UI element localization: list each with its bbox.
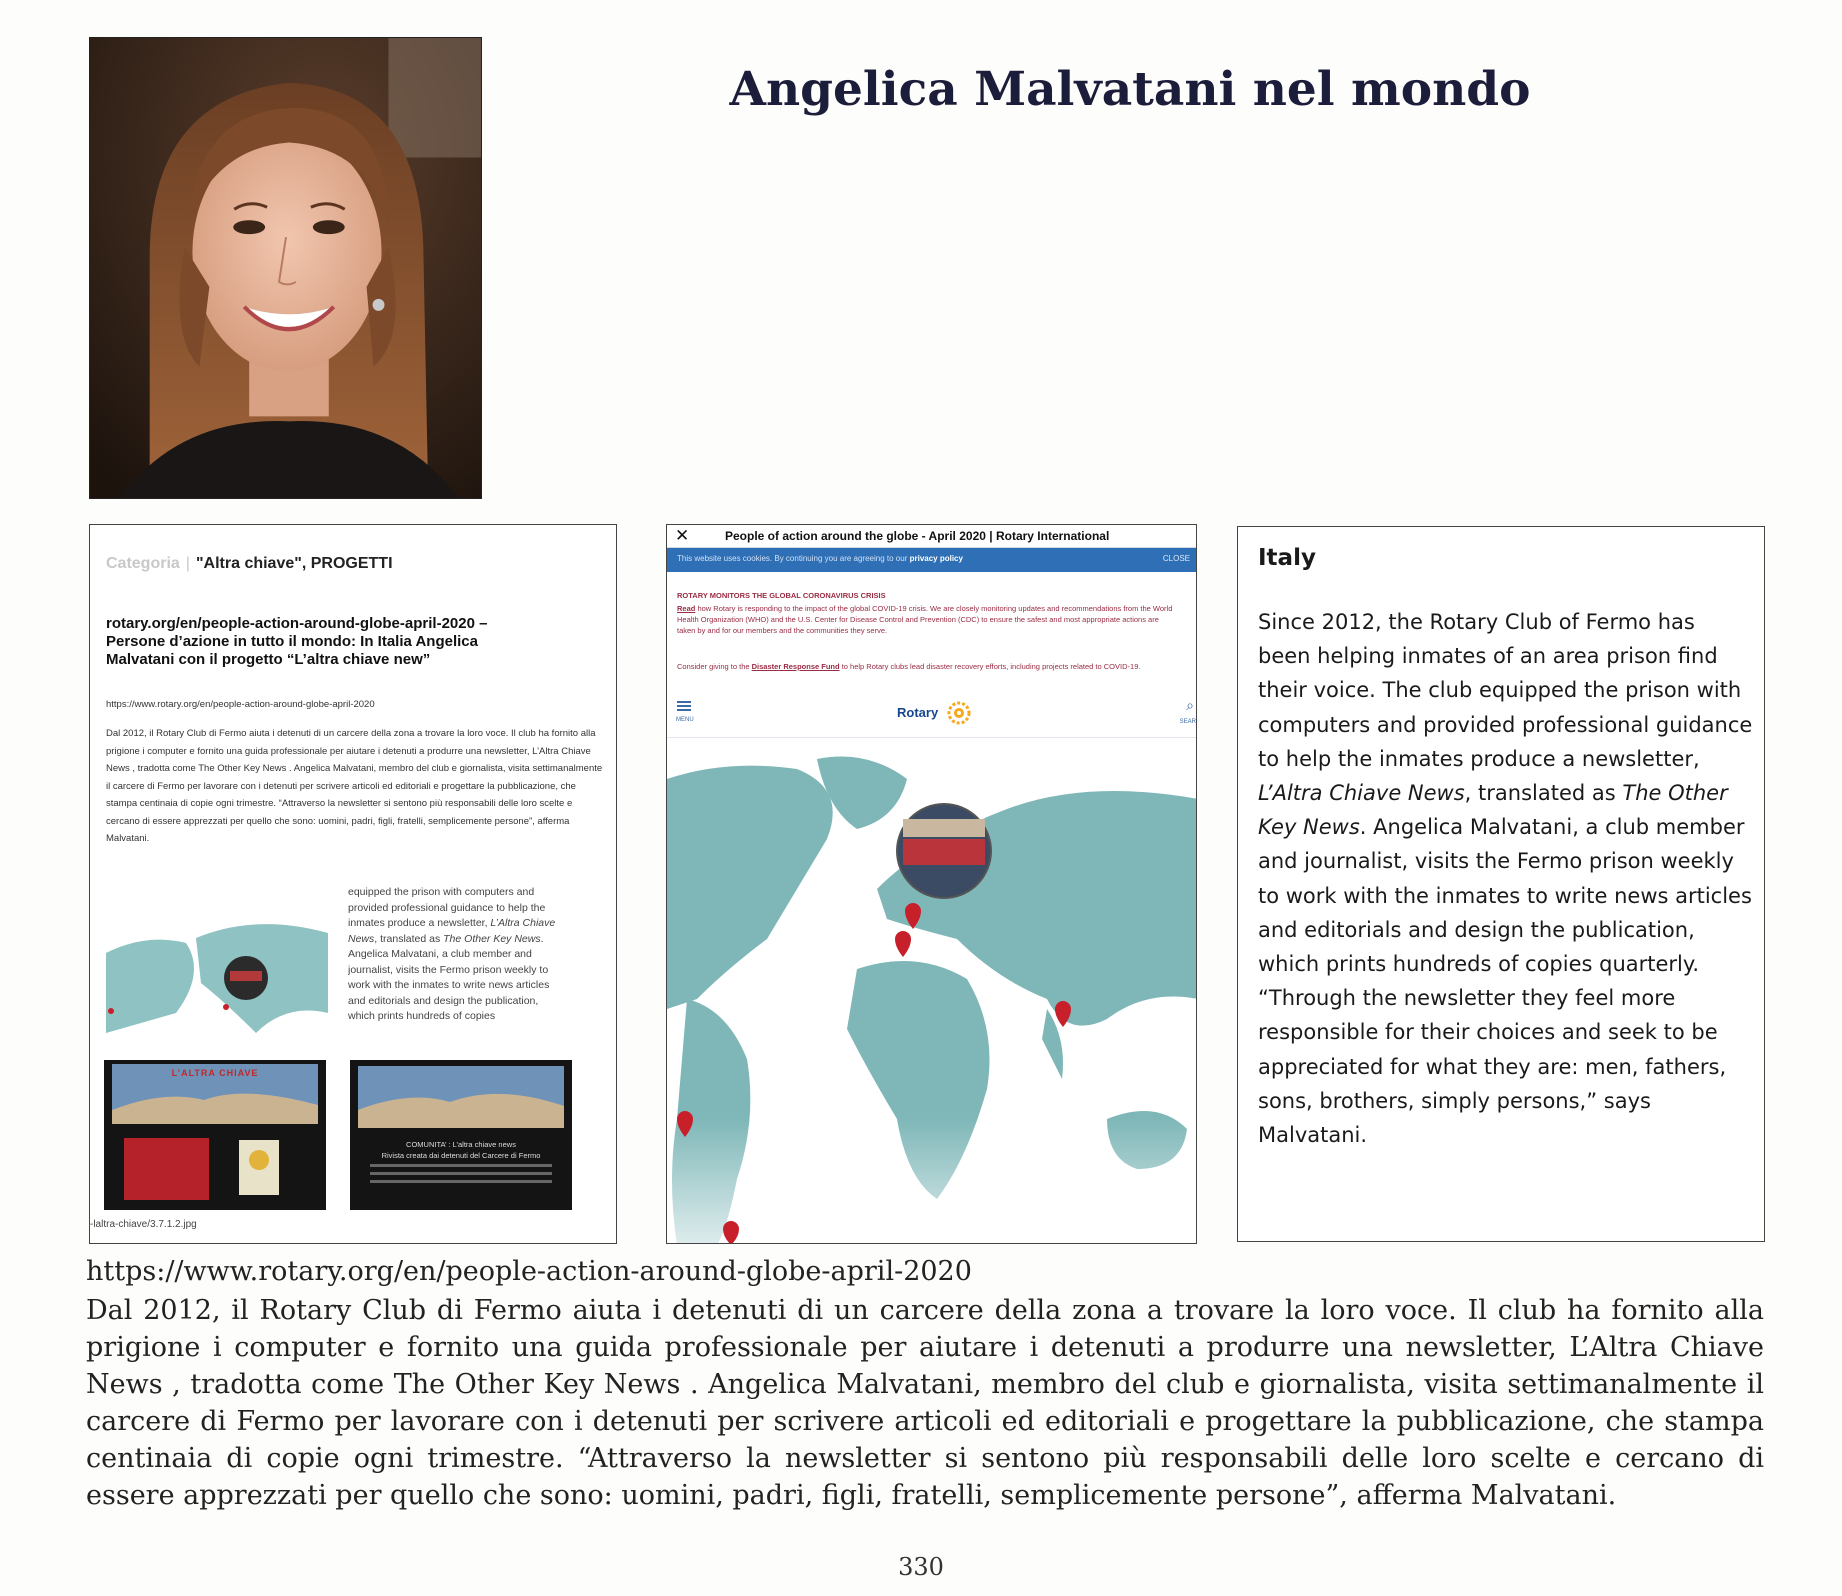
hamburger-menu-icon[interactable] [677,701,691,711]
thumbnail-community-page [350,1060,572,1210]
thumbnail-community-graphic [350,1060,572,1210]
privacy-policy-link[interactable]: privacy policy [909,554,963,563]
thumb-text-part1: equipped the prison with computers and provided professional guidance to help the inmates produce a newsletter, [348,886,546,929]
alert-consider-rest: to help Rotary clubs lead disaster recovery efforts, including projects related to COVID-19. [841,662,1141,671]
thumbnail-cover-title: L’ALTRA CHIAVE [171,1068,259,1078]
italy-body-italic1: L’Altra Chiave News [1258,781,1465,806]
article-screenshot-panel [89,524,617,1244]
search-icon[interactable]: ⌕ [1186,697,1194,713]
category-separator: | [185,555,190,572]
italy-text-panel [1237,526,1765,1242]
thumb-text-part2: , translated as [374,932,441,945]
cookie-banner [667,548,1196,572]
browser-title-bar [667,525,1196,548]
thumbnail-text [348,885,568,1035]
italy-body-part1: Since 2012, the Rotary Club of Fermo has been helping inmates of an area prison find their voice. The club equipped the prison with computers and provided professional guidance to help the inmates produce a newsletter, [1258,610,1753,771]
image-file-label: -laltra-chiave/3.7.1.2.jpg [90,1219,197,1230]
thumbnail-newsletter-cover [104,1060,326,1210]
category-values: "Altra chiave", PROGETTI [195,555,393,572]
caption-url: https://www.rotary.org/en/people-action-around-globe-april-2020 [86,1256,972,1287]
rotary-logo-text[interactable]: Rotary [897,705,939,720]
article-body: Dal 2012, il Rotary Club di Fermo aiuta i detenuti di un carcere della zona a trovare la loro voce. Il club ha fornito alla prigione i computer e fornito una guida professionale per aiutare i detenuti a produrre una newsletter, L’Altra Chiave News , tradotta come The Other Key News . Angelica Malvatani, membro del club e giornalista, visita settimanalmente il carcere di Fermo per lavorare con i detenuti per scrivere articoli ed editoriali e progettare la pubblicazione, che stampa centinaia di copie ogni trimestre. “Attraverso la newsletter si sentono più responsabili delle loro scelte e cercano di essere apprezzati per quello che sono: uomini, padri, figli, fratelli, semplicemente persone”, afferma Malvatani. [106,728,603,844]
menu-label[interactable]: MENU [676,717,694,723]
close-icon[interactable]: ✕ [675,526,690,545]
alert-read-link[interactable]: Read [677,604,696,613]
thumb-text-part3: . Angelica Malvatani, a club member and journalist, visits the Fermo prison weekly to work with the inmates to write news articles and editorials and design the publication, which prints hundreds of copies [348,932,550,1022]
world-map [667,739,1197,1244]
italy-body-part3: . Angelica Malvatani, a club member and journalist, visits the Fermo prison weekly to work with the inmates to write news articles and editorials and design the publication, which prints hundreds of copies quarterly. “Through the newsletter they feel more responsible for their choices and seek to be appreciated for what they are: men, fathers, sons, brothers, simply persons,” says Malvatani. [1258,815,1752,1148]
thumbnail-community-subheading: Rivista creata dai detenuti del Carcere di Fermo [381,1151,541,1160]
italy-body-part2: , translated as [1464,781,1616,806]
site-nav-bar [667,693,1196,738]
thumbnail-community-heading: COMUNITA’ : L’altra chiave news [406,1140,516,1149]
window-title: People of action around the globe - April 2020 | Rotary International [725,529,1110,543]
italy-heading: Italy [1258,545,1316,571]
thumb-text-italic2: The Other Key News [443,932,541,945]
italy-body [1258,605,1753,1152]
italy-body-italic2: The Other Key News [1258,781,1728,840]
article-headline: rotary.org/en/people-action-around-globe-april-2020 – Persone d’azione in tutto il mondo: In Italia Angelica Malvatani con il progetto “L’altra chiave new” [106,615,488,668]
alert-fund-text [677,661,1177,672]
article-url: https://www.rotary.org/en/people-action-around-globe-april-2020 [106,699,375,710]
alert-body [677,603,1177,636]
alert-consider: Consider giving to the [677,662,750,671]
thumbnail-map-graphic [106,883,328,1039]
world-map-graphic [667,739,1197,1244]
cookie-close-button[interactable]: CLOSE [1162,554,1190,563]
portrait-image [90,38,481,498]
search-label[interactable]: SEAR [1179,719,1196,725]
page-number: 330 [898,1553,944,1581]
caption-body: Dal 2012, il Rotary Club di Fermo aiuta i detenuti di un carcere della zona a trovare la loro voce. Il club ha fornito alla prigione i computer e fornito una guida professionale per aiutare i detenuti a produrre una newsletter, L’Altra Chiave News , tradotta come The Other Key News . Angelica Malvatani, membro del club e giornalista, visita settimanalmente il carcere di Fermo per lavorare con i detenuti per scrivere articoli ed editoriali e progettare la pubblicazione, che stampa centinaia di copie ogni trimestre. “Attraverso la newsletter si sentono più responsabili delle loro scelte e cercano di essere apprezzati per quello che sono: uomini, padri, figli, fratelli, semplicemente persone”, afferma Malvatani. [86,1295,1764,1511]
category-label: Categoria [106,555,180,572]
disaster-fund-link[interactable]: Disaster Response Fund [751,662,840,671]
alert-title: ROTARY MONITORS THE GLOBAL CORONAVIRUS CRISIS [677,591,886,600]
cookie-notice-text: This website uses cookies. By continuing you are agreeing to our [677,554,908,563]
cookie-notice [677,554,963,563]
alert-body-text: how Rotary is responding to the impact of the global COVID-19 crisis. We are closely monitoring updates and recommendations from the World Health Organization (WHO) and the U.S. Center for Disease Control and Prevention (CDC) to ensure the safest and most appropriate actions are taken by and for our members and the communities they serve. [677,604,1173,635]
rotary-wheel-icon [947,701,971,725]
portrait-photo [89,37,482,499]
thumbnail-cover-graphic [104,1060,326,1210]
article-category [106,555,393,573]
page-title: Angelica Malvatani nel mondo [729,62,1531,117]
rotary-screenshot-panel [666,524,1197,1244]
thumbnail-map [106,883,328,1039]
thumb-text-italic: L’Altra Chiave News [348,917,556,945]
